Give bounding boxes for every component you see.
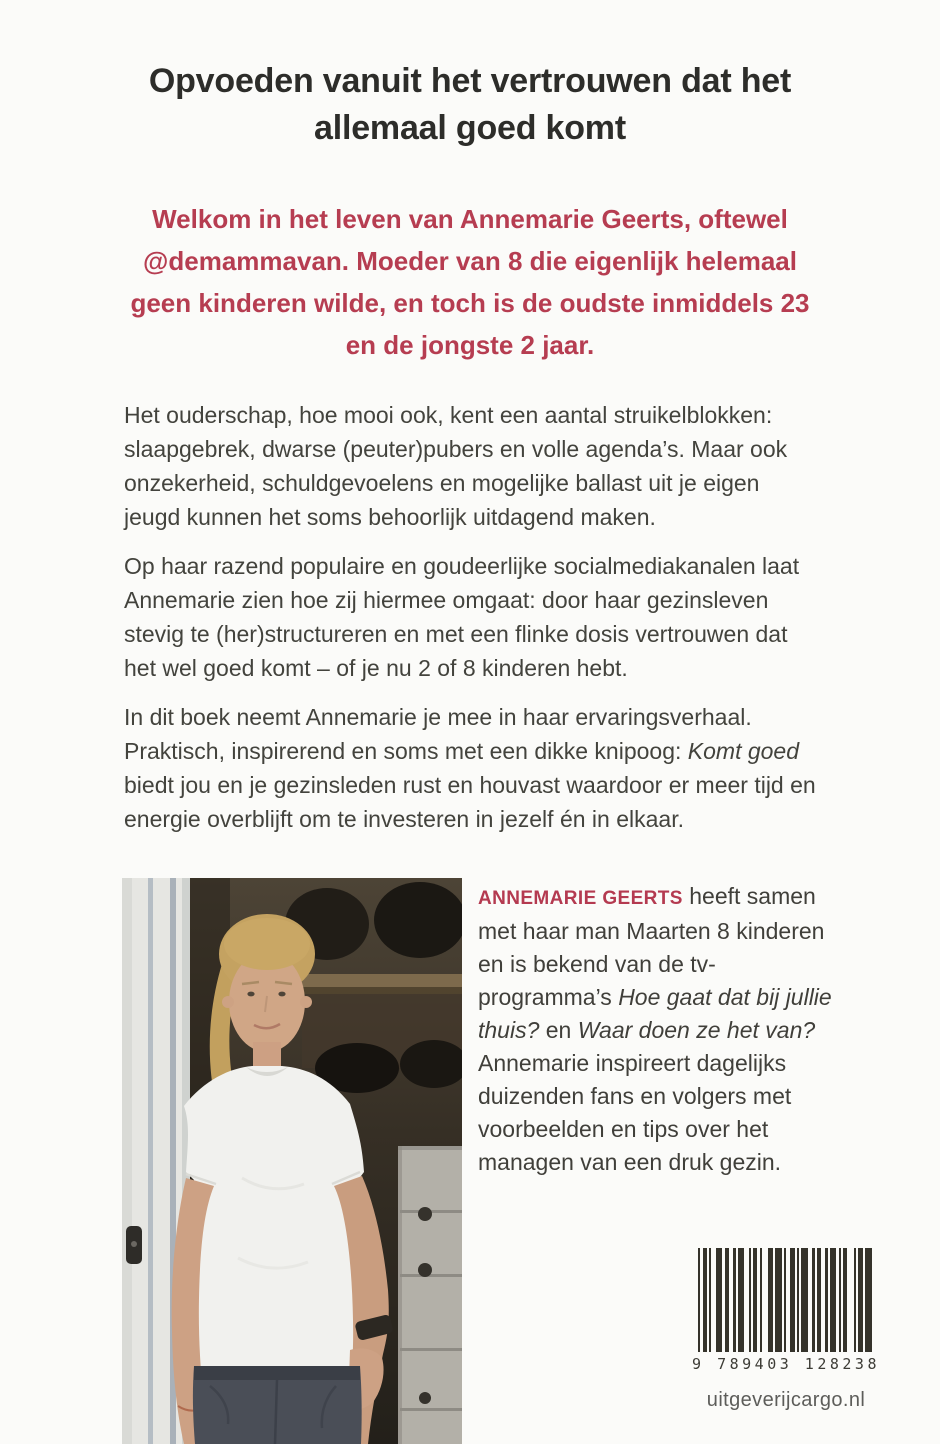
isbn-digits: 9 789403 128238 xyxy=(692,1355,880,1373)
barcode xyxy=(686,1248,886,1352)
paragraph-3 xyxy=(124,700,822,836)
drawer-unit xyxy=(398,1146,462,1444)
paragraph-3-after: biedt jou en je gezinsleden rust en houvast waardoor er meer tijd en energie overblijft om te investeren in jezelf én in elkaar. xyxy=(124,772,816,832)
bio-text-3: Annemarie inspireert dagelijks duizenden fans en volgers met voorbeelden en tips over het managen van een druk gezin. xyxy=(478,1050,792,1175)
body-copy xyxy=(124,398,822,851)
hat-icon xyxy=(374,882,462,958)
wooden-shelf xyxy=(290,974,462,987)
headline: Opvoeden vanuit het vertrouwen dat het allemaal goed komt xyxy=(148,62,792,147)
author-bio xyxy=(478,880,840,1179)
tv-show-1: Hoe gaat dat bij jullie thuis? xyxy=(478,984,832,1043)
drawer-knob xyxy=(419,1392,431,1404)
author-photo xyxy=(122,878,462,1444)
author-photo-illustration xyxy=(122,878,462,1444)
barcode-block xyxy=(686,1248,886,1412)
publisher-website: uitgeverijcargo.nl xyxy=(706,1389,866,1411)
paragraph-2: Op haar razend populaire en goudeerlijke socialmediakanalen laat Annemarie zien hoe zij hiermee omgaat: door haar gezinsleven stevig te (her)structureren en met een flinke dosis vertrouwen dat het wel goed komt – of je nu 2 of 8 kinderen hebt. xyxy=(124,553,800,681)
drawer-knob xyxy=(418,1207,432,1221)
book-title-mention: Komt goed xyxy=(687,738,800,764)
drawer-knob xyxy=(418,1263,432,1277)
author-name: ANNEMARIE GEERTS xyxy=(478,888,683,909)
paragraph-1: Het ouderschap, hoe mooi ook, kent een aantal struikelblokken: slaapgebrek, dwarse (peuter)pubers en volle agenda’s. Maar ook onzekerheid, schuldgevoelens en mogelijke ballast uit je eigen jeugd kunnen het soms behoorlijk uitdagend maken. xyxy=(124,402,788,530)
paragraph-3-before: In dit boek neemt Annemarie je mee in haar ervaringsverhaal. Praktisch, inspirerend en soms met een dikke knipoog: xyxy=(124,704,752,764)
tv-show-2: Waar doen ze het van? xyxy=(577,1017,816,1043)
bio-text-2: en xyxy=(539,1017,578,1043)
bio-text-1: heeft samen met haar man Maarten 8 kinderen en is bekend van de tv-programma’s xyxy=(478,883,825,1010)
intro-blurb: Welkom in het leven van Annemarie Geerts, oftewel @demammavan. Moeder van 8 die eigenlijk helemaal geen kinderen wilde, en toch is de oudste inmiddels 23 en de jongste 2 jaar. xyxy=(130,204,810,361)
